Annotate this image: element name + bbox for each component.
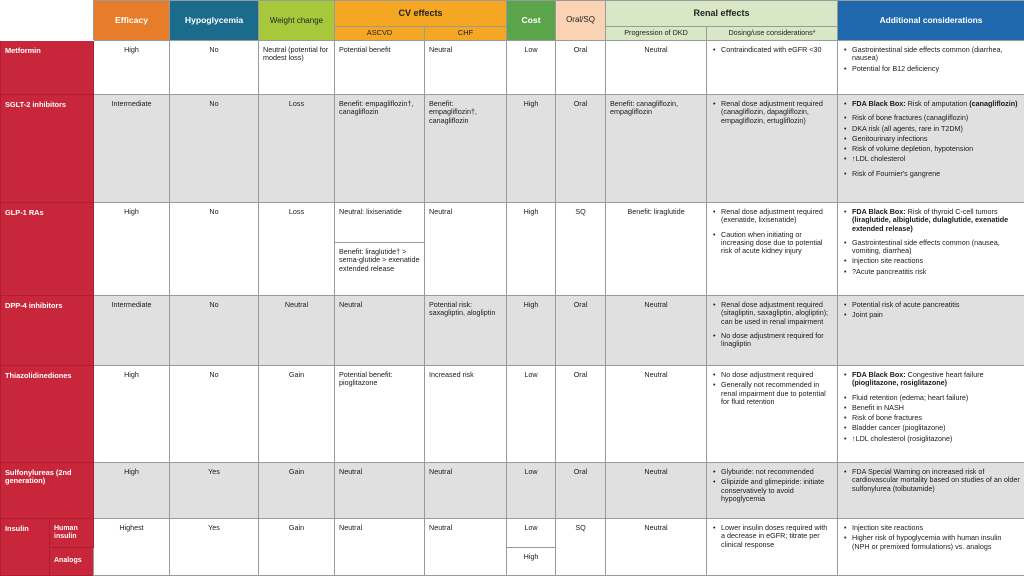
additional-item: • Risk of volume depletion, hypotension [852, 145, 1020, 153]
cost-cell: Low [507, 366, 556, 463]
chf-cell: Benefit: empagliflozin†, canagliflozin [425, 95, 507, 203]
weight-cell: Neutral (potential for modest loss) [259, 41, 335, 95]
additional-item: • ↑LDL cholesterol (rosiglitazone) [852, 435, 1020, 443]
efficacy-cell: Highest [94, 519, 170, 576]
header-additional-considerations: Additional considerations [838, 1, 1024, 41]
chf-cell: Neutral [425, 519, 507, 576]
dosing-cell [707, 296, 838, 366]
cost-cell: High [507, 203, 556, 296]
corner-cell [1, 1, 94, 41]
dosing-item: • Lower insulin doses required with a decrease in eGFR; titrate per clinical response [721, 524, 833, 549]
dkd-cell: Neutral [606, 41, 707, 95]
oral-sq-cell: Oral [556, 366, 606, 463]
ascvd-cell: Benefit: empagliflozin†, canagliflozin [335, 95, 425, 203]
cost-cell: Low [507, 41, 556, 95]
additional-item: • DKA risk (all agents, rare in T2DM) [852, 125, 1020, 133]
cost-cell: Low [507, 463, 556, 519]
dosing-item: • Renal dose adjustment required (canagliflozin, dapagliflozin, empagliflozin, ertugliflozin) [721, 100, 833, 125]
drug-name: Insulin [1, 519, 50, 576]
ascvd-cell: Neutral [335, 519, 425, 576]
additional-item: • Genitourinary infections [852, 135, 1020, 143]
dkd-cell: Benefit: liraglutide [606, 203, 707, 296]
header-ascvd: ASCVD [335, 27, 425, 41]
hypoglycemia-cell: No [170, 95, 259, 203]
black-box-label: FDA Black Box: [852, 207, 906, 216]
drug-name: Metformin [1, 41, 94, 95]
insulin-subtype-human: Human insulin [50, 519, 94, 548]
oral-sq-cell: SQ [556, 519, 606, 576]
chf-cell: Potential risk: saxagliptin, alogliptin [425, 296, 507, 366]
dosing-cell [707, 41, 838, 95]
oral-sq-cell: Oral [556, 296, 606, 366]
additional-item: • Risk of bone fractures [852, 414, 1020, 422]
header-renal-effects: Renal effects [606, 1, 838, 27]
additional-cell [838, 95, 1024, 203]
dosing-item: • No dose adjustment required [721, 371, 833, 379]
dosing-item: • Glipizide and glimepiride: initiate conservatively to avoid hypoglycemia [721, 478, 833, 503]
black-box-text: Risk of thyroid C-cell tumors [905, 207, 998, 216]
chf-cell: Neutral [425, 463, 507, 519]
additional-item: • Benefit in NASH [852, 404, 1020, 412]
row-thiazolidinediones [1, 366, 1024, 463]
additional-item [852, 100, 1020, 108]
chf-cell: Increased risk [425, 366, 507, 463]
chf-cell: Neutral [425, 203, 507, 296]
hypoglycemia-cell: Yes [170, 519, 259, 576]
hypoglycemia-cell: No [170, 203, 259, 296]
additional-cell [838, 519, 1024, 576]
drug-name: DPP-4 inhibitors [1, 296, 94, 366]
efficacy-cell: Intermediate [94, 95, 170, 203]
dkd-cell: Neutral [606, 519, 707, 576]
dosing-item: • Generally not recommended in renal impairment due to potential for fluid retention [721, 381, 833, 406]
ascvd-cell: Potential benefit [335, 41, 425, 95]
dkd-cell: Neutral [606, 366, 707, 463]
drug-name: Sulfonylureas (2nd generation) [1, 463, 94, 519]
oral-sq-cell: Oral [556, 463, 606, 519]
additional-item [852, 371, 1020, 388]
additional-cell [838, 366, 1024, 463]
black-box-text: Congestive heart failure [905, 370, 984, 379]
additional-item: • FDA Special Warning on increased risk of cardiovascular mortality based on studies of an older sulfonylurea (tolbutamide) [852, 468, 1020, 493]
additional-cell [838, 463, 1024, 519]
hypoglycemia-cell: No [170, 296, 259, 366]
drug-name: GLP-1 RAs [1, 203, 94, 296]
ascvd-cell: Potential benefit: pioglitazone [335, 366, 425, 463]
header-oral-sq: Oral/SQ [556, 1, 606, 41]
additional-item: • Fluid retention (edema; heart failure) [852, 394, 1020, 402]
additional-item [852, 208, 1020, 233]
header-dosing: Dosing/use considerations* [707, 27, 838, 41]
additional-item: • ?Acute pancreatitis risk [852, 268, 1020, 276]
dosing-cell [707, 203, 838, 296]
dosing-cell [707, 463, 838, 519]
additional-item: • Risk of Fournier's gangrene [852, 170, 1020, 178]
dkd-cell: Neutral [606, 296, 707, 366]
dosing-item: • Caution when initiating or increasing dose due to potential risk of acute kidney injury [721, 231, 833, 256]
header-efficacy: Efficacy [94, 1, 170, 41]
drug-name: Thiazolidinediones [1, 366, 94, 463]
weight-cell: Neutral [259, 296, 335, 366]
dosing-cell [707, 95, 838, 203]
dosing-item: • No dose adjustment required for linagliptin [721, 332, 833, 349]
dosing-item: • Contraindicated with eGFR <30 [721, 46, 833, 54]
additional-cell [838, 296, 1024, 366]
black-box-label: FDA Black Box: [852, 370, 906, 379]
dosing-cell [707, 366, 838, 463]
dkd-cell: Neutral [606, 463, 707, 519]
additional-item: • Injection site reactions [852, 257, 1020, 265]
weight-cell: Gain [259, 463, 335, 519]
header-chf: CHF [425, 27, 507, 41]
black-box-text: Risk of amputation [905, 99, 970, 108]
ascvd-cell: Neutral [335, 463, 425, 519]
black-box-agents: (canagliflozin) [969, 99, 1018, 108]
additional-item: • Potential risk of acute pancreatitis [852, 301, 1020, 309]
header-hypoglycemia: Hypoglycemia [170, 1, 259, 41]
row-dpp4 [1, 296, 1024, 366]
drug-name: SGLT-2 inhibitors [1, 95, 94, 203]
efficacy-cell: Intermediate [94, 296, 170, 366]
dosing-item: • Renal dose adjustment required (exenatide, lixisenatide) [721, 208, 833, 225]
additional-item: • Gastrointestinal side effects common (diarrhea, nausea) [852, 46, 1020, 63]
cost-cell: High [507, 548, 556, 576]
row-glp1 [1, 203, 1024, 243]
dosing-cell [707, 519, 838, 576]
additional-item: • ↑LDL cholesterol [852, 155, 1020, 163]
cost-cell: High [507, 296, 556, 366]
cost-cell: Low [507, 519, 556, 548]
additional-cell [838, 203, 1024, 296]
additional-item: • Higher risk of hypoglycemia with human insulin (NPH or premixed formulations) vs. analogs [852, 534, 1020, 551]
additional-item: • Injection site reactions [852, 524, 1020, 532]
row-metformin [1, 41, 1024, 95]
header-cost: Cost [507, 1, 556, 41]
weight-cell: Gain [259, 366, 335, 463]
black-box-agents: (liraglutide, albiglutide, dulaglutide, exenatide extended release) [852, 215, 1009, 233]
efficacy-cell: High [94, 463, 170, 519]
black-box-agents: (pioglitazone, rosiglitazone) [852, 378, 948, 388]
header-progression-dkd: Progression of DKD [606, 27, 707, 41]
row-insulin-human [1, 519, 1024, 548]
dosing-item: • Renal dose adjustment required (sitagliptin, saxagliptin, alogliptin); can be used in renal impairment [721, 301, 833, 326]
cost-cell: High [507, 95, 556, 203]
additional-cell [838, 41, 1024, 95]
row-sulfonylureas [1, 463, 1024, 519]
additional-item: • Bladder cancer (pioglitazone) [852, 424, 1020, 432]
hypoglycemia-cell: No [170, 366, 259, 463]
additional-item: • Risk of bone fractures (canagliflozin) [852, 114, 1020, 122]
oral-sq-cell: Oral [556, 95, 606, 203]
ascvd-cell: Neutral [335, 296, 425, 366]
ascvd-cell: Benefit: liraglutide† > sema-glutide > exenatide extended release [335, 243, 425, 296]
insulin-subtype-analogs: Analogs [50, 548, 94, 576]
black-box-label: FDA Black Box: [852, 99, 906, 108]
efficacy-cell: High [94, 41, 170, 95]
weight-cell: Loss [259, 95, 335, 203]
weight-cell: Loss [259, 203, 335, 296]
dosing-item: • Glyburide: not recommended [721, 468, 833, 476]
hypoglycemia-cell: No [170, 41, 259, 95]
row-sglt2 [1, 95, 1024, 203]
efficacy-cell: High [94, 366, 170, 463]
header-weight-change: Weight change [259, 1, 335, 41]
chf-cell: Neutral [425, 41, 507, 95]
dkd-cell: Benefit: canagliflozin, empagliflozin [606, 95, 707, 203]
oral-sq-cell: Oral [556, 41, 606, 95]
oral-sq-cell: SQ [556, 203, 606, 296]
hypoglycemia-cell: Yes [170, 463, 259, 519]
weight-cell: Gain [259, 519, 335, 576]
additional-item: • Gastrointestinal side effects common (nausea, vomiting, diarrhea) [852, 239, 1020, 256]
additional-item: • Joint pain [852, 311, 1020, 319]
header-cv-effects: CV effects [335, 1, 507, 27]
additional-item: • Potential for B12 deficiency [852, 65, 1020, 73]
efficacy-cell: High [94, 203, 170, 296]
ascvd-cell: Neutral: lixisenatide [335, 203, 425, 243]
